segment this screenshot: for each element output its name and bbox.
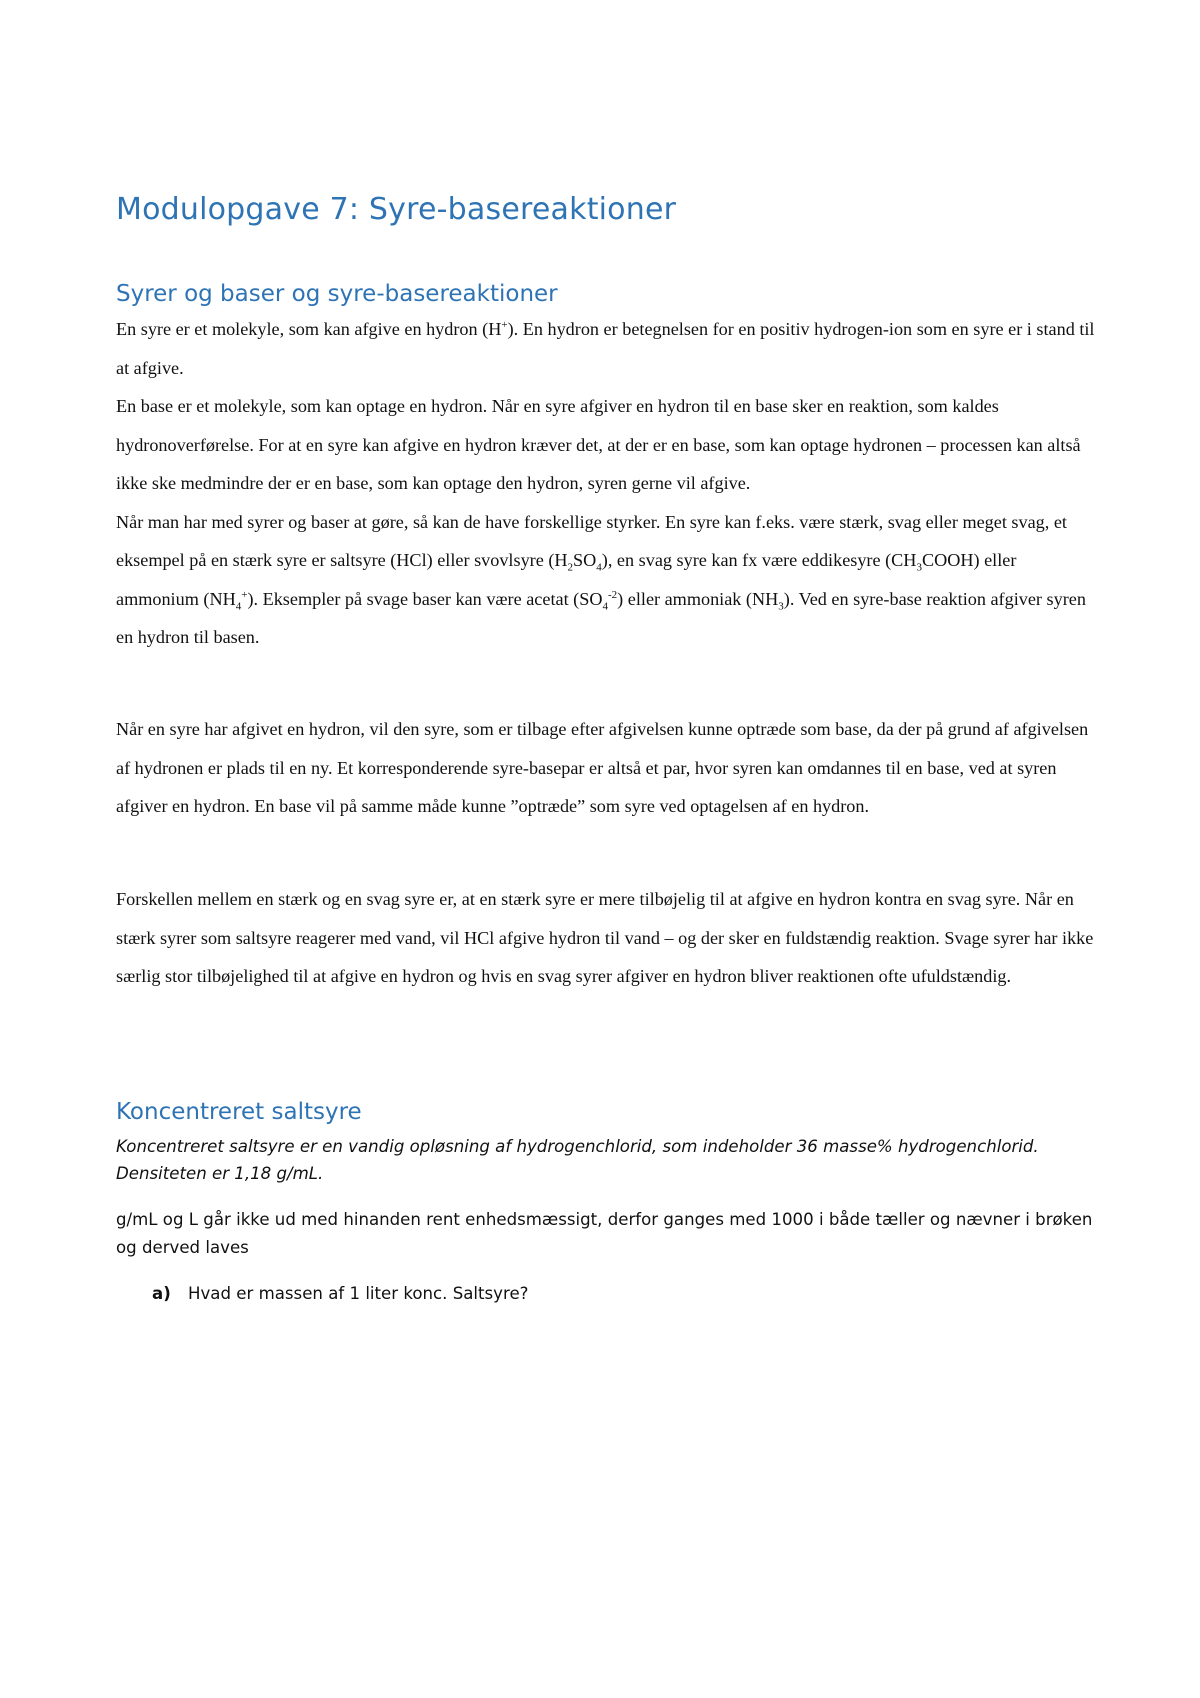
section-body-conjugate-pair [116,710,1100,826]
section-body-strong-weak [116,880,1100,996]
section-heading-concentrated-hcl: Koncentreret saltsyre [116,1099,362,1125]
list-marker: a) [152,1284,171,1303]
paragraph-base-definition: En base er et molekyle, som kan optage en hydron. Når en syre afgiver en hydron til en base sker en reaktion, som kaldes hydronoverførelse. For at en syre kan afgive en hydron kræver det, at der er en base, som kan optage hydronen – processen kan altså ikke ske medmindre der er en base, som kan optage den hydron, syren gerne vil afgive. [116,396,1081,493]
paragraph-acid-strength: Når man har med syrer og baser at gøre, så kan de have forskellige styrker. En syre kan f.eks. være stærk, svag eller meget svag, et eksempel på en stærk syre er saltsyre (HCl) eller svovlsyre $(H_2SO_4)$, en svag syre kan fx være eddikesyre $(CH_3COOH)$ eller ammonium $(NH_4^+)$. Eksempler på svage baser kan være acetat $(SO_4^{-2})$ eller ammoniak $(NH_3)$. Ved en syre-base reaktion afgiver syren en hydron til basen. [116,511,1086,647]
paragraph-strong-vs-weak: Forskellen mellem en stærk og en svag syre er, at en stærk syre er mere tilbøjelig til at afgive en hydron kontra en svag syre. Når en stærk syrer som saltsyre reagerer med vand, vil HCl afgive hydron til vand – og der sker en fuldstændig reaktion. Svage syrer har ikke særlig stor tilbøjelighed til at afgive en hydron og hvis en svag syrer afgiver en hydron bliver reaktionen ofte ufuldstændig. [116,889,1094,986]
paragraph-acid-definition: En syre er et molekyle, som kan afgive en hydron (H+). En hydron er betegnelsen for en positiv hydrogen-ion som en syre er i stand til at afgive. [116,318,1095,378]
paragraph-unit-note: g/mL og L går ikke ud med hinanden rent enhedsmæssigt, derfor ganges med 1000 i både tæller og nævner i brøken og derved laves [116,1210,1093,1257]
paragraph-conjugate-pair: Når en syre har afgivet en hydron, vil den syre, som er tilbage efter afgivelsen kunne optræde som base, da der på grund af afgivelsen af hydronen er plads til en ny. Et korresponderende syre-basepar er altså et par, hvor syren kan omdannes til en base, ved at syren afgiver en hydron. En base vil på samme måde kunne ”optræde” som syre ved optagelsen af en hydron. [116,719,1089,816]
section-heading-acids-bases: Syrer og baser og syre-basereaktioner [116,281,558,307]
list-item-text: Hvad er massen af 1 liter konc. Saltsyre? [188,1284,529,1303]
list-item [152,1284,528,1303]
paragraph-hcl-description: Koncentreret saltsyre er en vandig opløsning af hydrogenchlorid, som indeholder 36 masse% hydrogenchlorid. Densiteten er 1,18 g/mL. [116,1137,1039,1183]
section-body-intro [116,310,1100,657]
page-title: Modulopgave 7: Syre-basereaktioner [116,192,677,227]
